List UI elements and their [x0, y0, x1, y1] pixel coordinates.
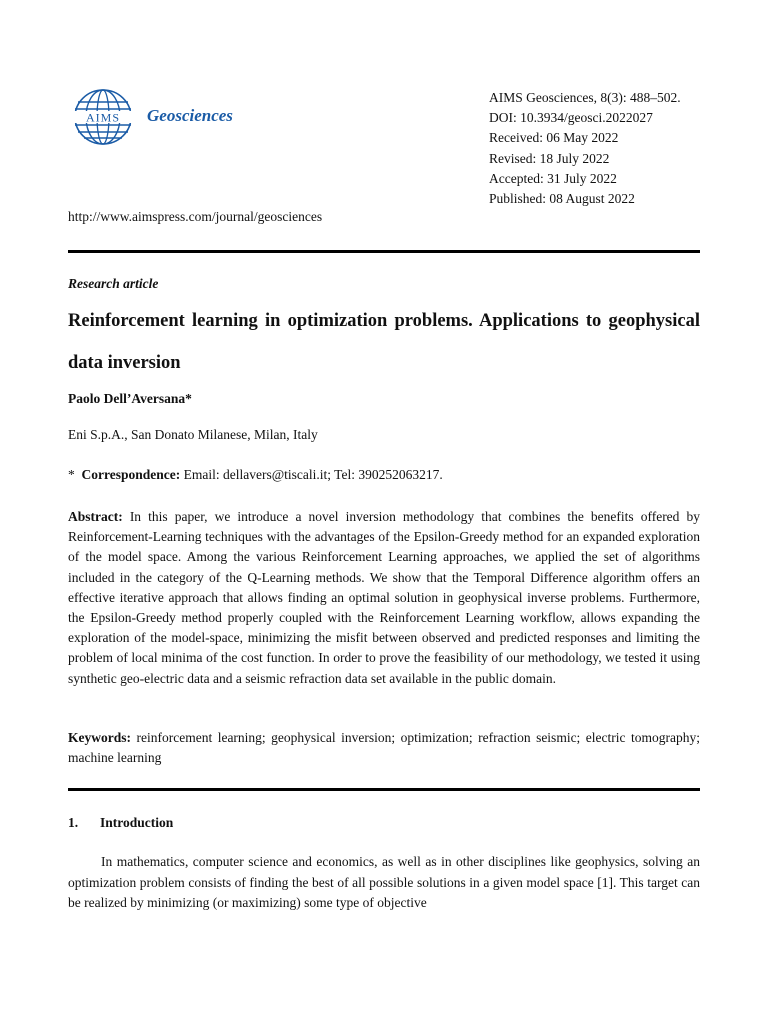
aims-logo-icon: [70, 88, 136, 146]
article-title: Reinforcement learning in optimization problems. Applications to geophysical data inversion: [68, 311, 700, 373]
section-number: 1.: [68, 815, 79, 830]
article-metadata: [489, 88, 681, 209]
published-date: Published: 08 August 2022: [489, 191, 635, 207]
abstract-text: In this paper, we introduce a novel inversion methodology that combines the benefits offered by Reinforcement-Learning techniques with the advantages of the Epsilon-Greedy method for an expanded exploration of the model space. Among the various Reinforcement Learning approaches, we applied the set of algorithms included in the category of the Q-Learning methods. We show that the Temporal Difference algorithm offers an effective iterative approach that allows finding an optimal solution in geophysical inverse problems. Furthermore, the Epsilon-Greedy method properly coupled with the Reinforcement Learning workflow, allows expanding the exploration of the model-space, minimizing the misfit between observed and predicted responses and limiting the problem of local minima of the cost function. In order to prove the feasibility of our methodology, we tested it using synthetic geo-electric data and a seismic refraction data set available in the public domain.: [68, 509, 700, 686]
author-affiliation: Eni S.p.A., San Donato Milanese, Milan, Italy: [68, 427, 318, 442]
section-heading: [68, 815, 173, 831]
abstract-label: Abstract:: [68, 509, 123, 524]
citation-line: AIMS Geosciences, 8(3): 488–502.: [489, 90, 681, 105]
keywords-text: reinforcement learning; geophysical inversion; optimization; refraction seismic; electric tomography; machine learning: [68, 730, 700, 766]
accepted-date: Accepted: 31 July 2022: [489, 170, 617, 186]
journal-name: Geosciences: [147, 106, 233, 125]
abstract: [68, 507, 700, 689]
author-name: Paolo Dell’Aversana*: [68, 391, 192, 406]
keywords: [68, 728, 700, 768]
abstract-divider: [68, 788, 700, 791]
svg-text:AIMS: AIMS: [85, 110, 121, 125]
section-title: Introduction: [100, 815, 174, 830]
journal-url-link[interactable]: http://www.aimspress.com/journal/geosciences: [68, 209, 323, 224]
intro-paragraph: In mathematics, computer science and economics, as well as in other disciplines like geophysics, solving an optimization problem consists of finding the best of all possible solutions in a given model space [1]. This target can be realized by minimizing (or maximizing) some type of objective: [68, 854, 700, 911]
correspondence-label: Correspondence:: [81, 467, 181, 482]
correspondence-text: Email: dellavers@tiscali.it; Tel: 390252063217.: [183, 467, 443, 482]
article-type: Research article: [68, 276, 159, 291]
revised-date: Revised: 18 July 2022: [489, 150, 610, 166]
keywords-label: Keywords:: [68, 730, 131, 745]
doi-line: DOI: 10.3934/geosci.2022027: [489, 110, 653, 126]
received-date: Received: 06 May 2022: [489, 130, 619, 146]
correspondence: * Correspondence: Email: dellavers@tiscali.it; Tel: 390252063217.: [68, 467, 443, 482]
header-divider: [68, 250, 700, 253]
